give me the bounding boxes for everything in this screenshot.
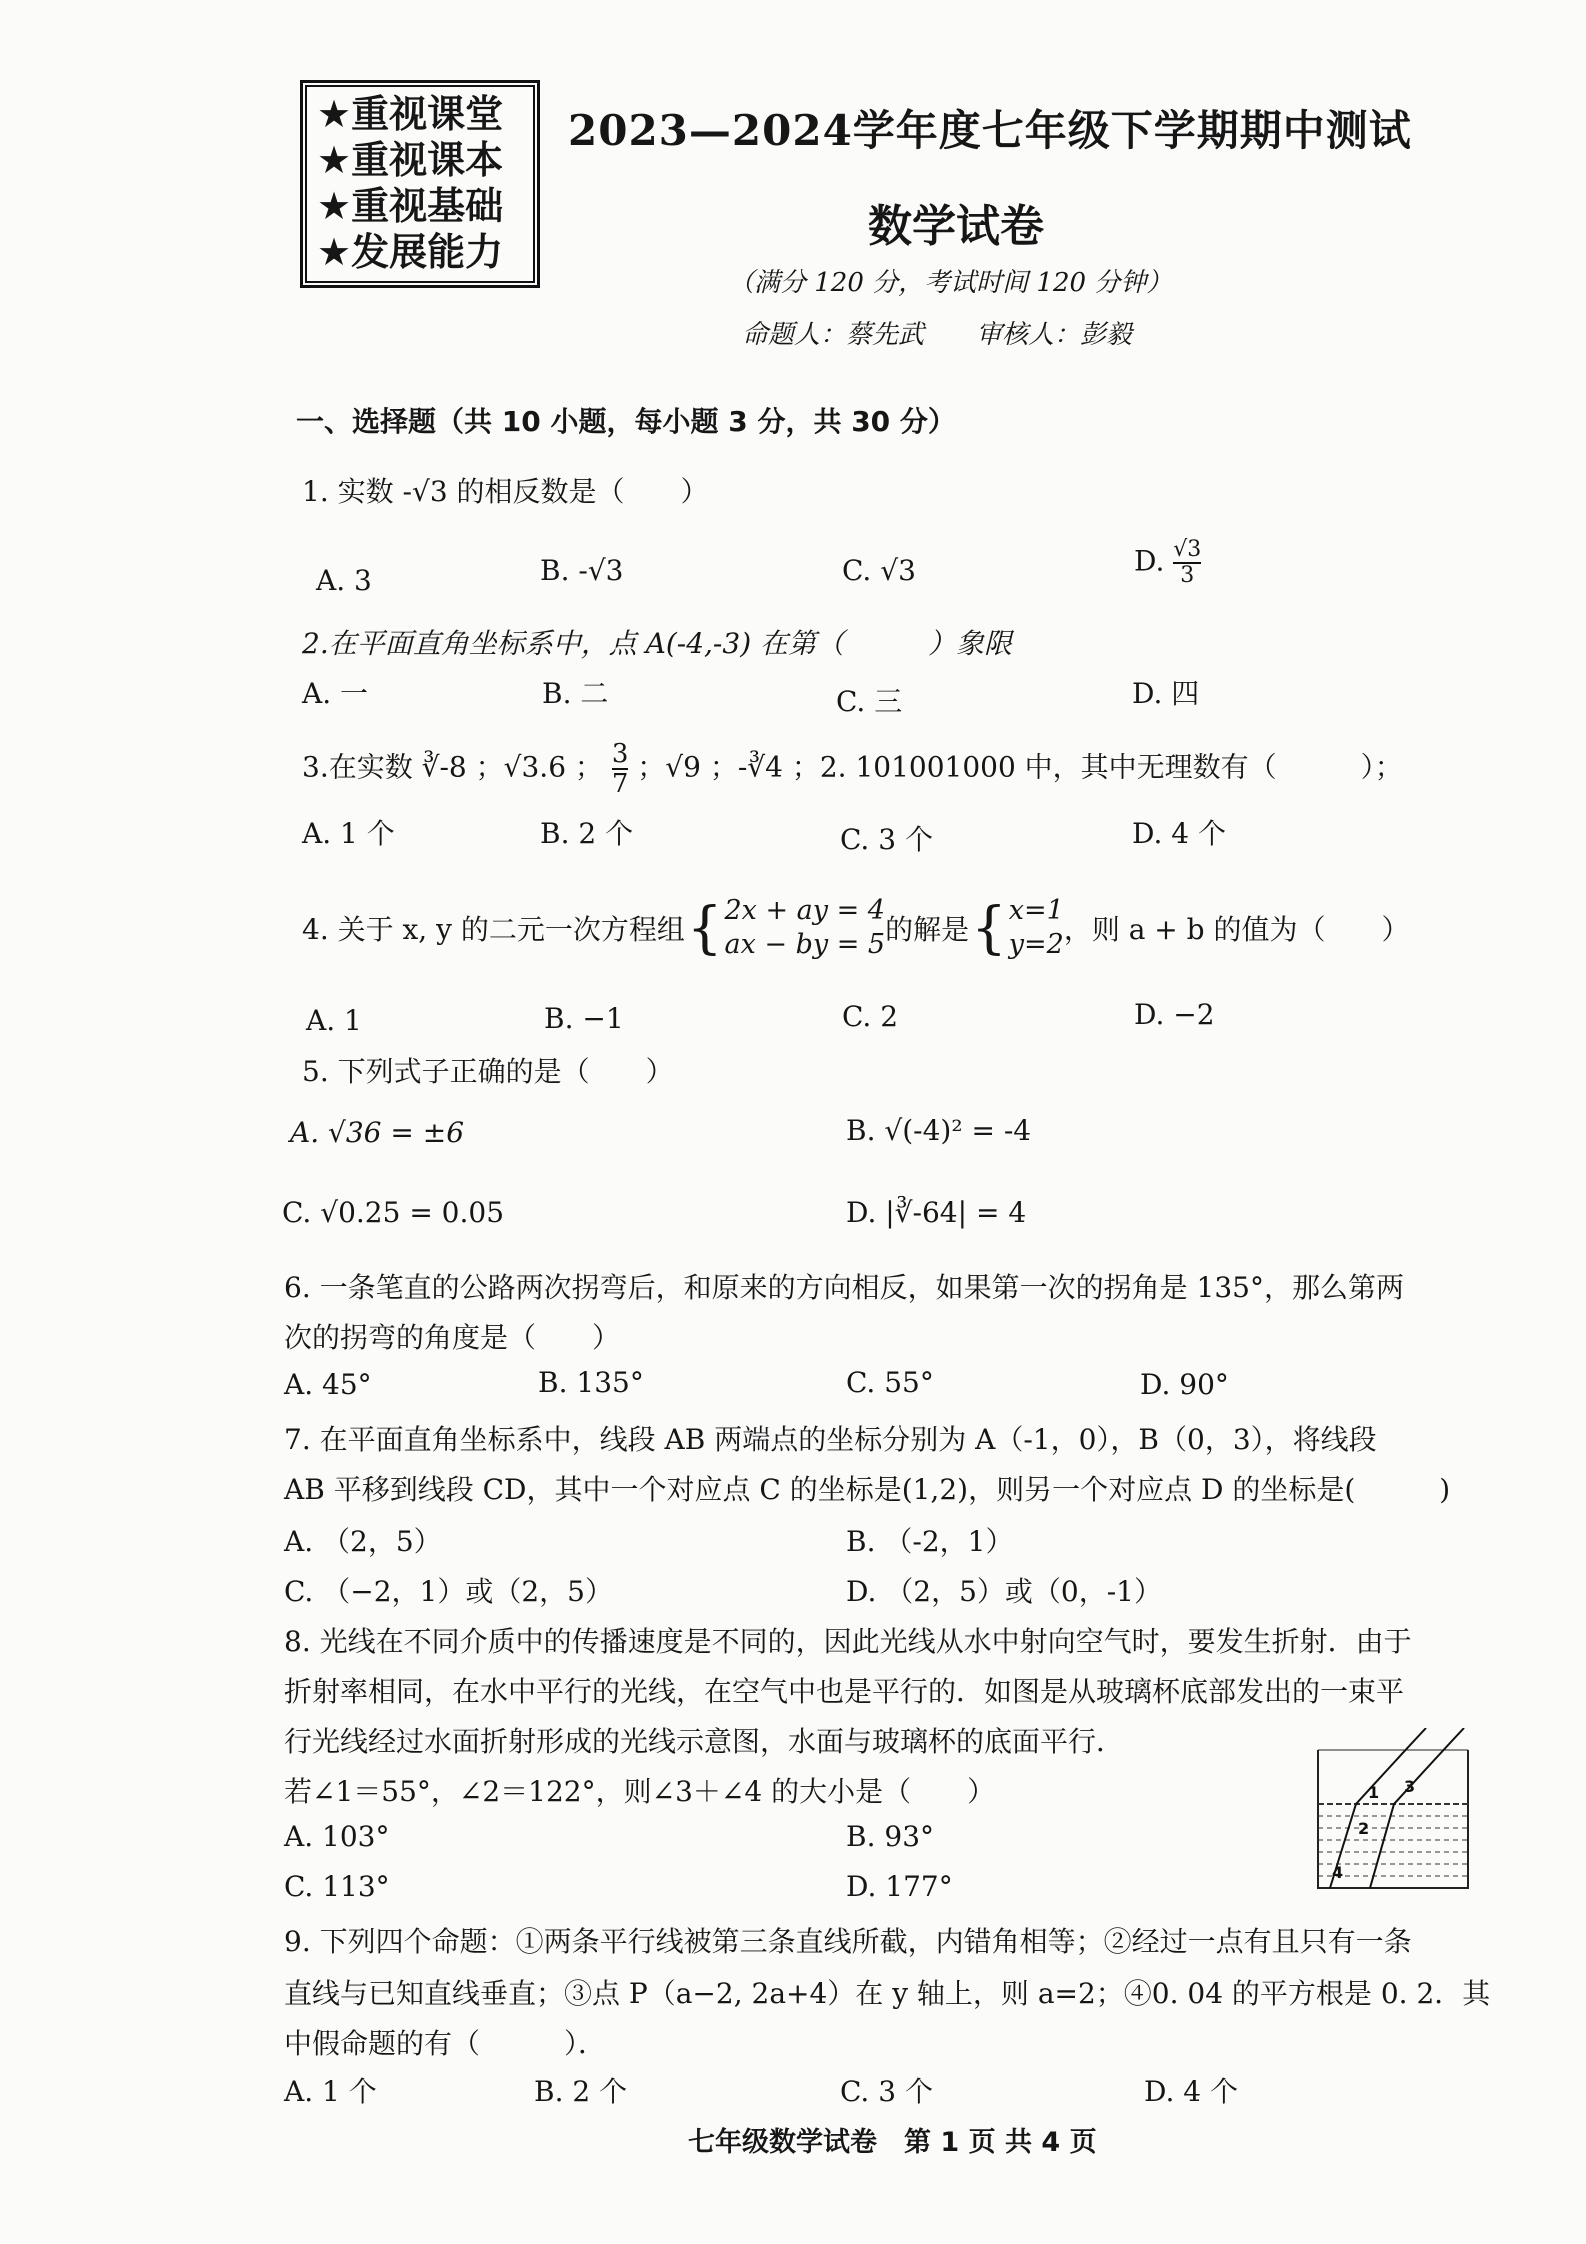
- q4-equation-2: ax − by = 5: [724, 929, 886, 960]
- question-8-line2: 折射率相同，在水中平行的光线，在空气中也是平行的．如图是从玻璃杯底部发出的一束平: [284, 1675, 1405, 1708]
- q1-option-a: A. 3: [316, 564, 372, 597]
- q5-option-d: D. |∛-64| = 4: [846, 1196, 1027, 1229]
- question-6-line2: 次的拐弯的角度是（ ）: [284, 1321, 621, 1354]
- q7-option-c: C. （−2，1）或（2，5）: [284, 1575, 613, 1608]
- exam-subtitle: 数学试卷: [868, 201, 1044, 252]
- q4-option-c: C. 2: [842, 1000, 899, 1033]
- question-3-stem: [302, 740, 1403, 798]
- angle-label-3: 3: [1404, 1777, 1416, 1796]
- q4-system: [724, 894, 885, 962]
- question-6-line1: 6. 一条笔直的公路两次拐弯后，和原来的方向相反，如果第一次的拐角是 135°，那么第两: [284, 1271, 1404, 1304]
- q4-solution-y: y=2: [1008, 929, 1064, 960]
- q7-option-a: A. （2，5）: [284, 1525, 442, 1558]
- q6-option-a: A. 45°: [284, 1368, 372, 1401]
- q4-stem-part2: 的解是: [885, 913, 970, 946]
- question-8-line1: 8. 光线在不同介质中的传播速度是不同的，因此光线从水中射向空气时，要发生折射．由于: [284, 1625, 1412, 1658]
- motto-line: ★重视课本: [317, 138, 504, 182]
- left-brace: {: [686, 895, 723, 961]
- question-1-stem: 1. 实数 -√3 的相反数是（ ）: [302, 475, 709, 508]
- exam-title: 2023—2024学年度七年级下学期期中测试: [568, 106, 1412, 155]
- question-7-line2: AB 平移到线段 CD，其中一个对应点 C 的坐标是(1,2)，则另一个对应点 D 的坐标是( ): [284, 1473, 1451, 1506]
- q2-option-b: B. 二: [542, 677, 609, 710]
- fraction-denominator: 3: [1173, 562, 1201, 588]
- q4-equation-1: 2x + ay = 4: [724, 895, 885, 926]
- q3-fraction: [612, 740, 629, 798]
- q3-option-a: A. 1 个: [302, 817, 395, 850]
- question-4-stem: [302, 888, 1410, 968]
- angle-label-2: 2: [1358, 1819, 1370, 1838]
- question-7-line1: 7. 在平面直角坐标系中，线段 AB 两端点的坐标分别为 A（-1，0），B（0，3），将线段: [284, 1423, 1377, 1456]
- q3-option-d: D. 4 个: [1132, 817, 1226, 850]
- glass-refraction-figure: [1308, 1728, 1494, 1900]
- fraction-denominator: 7: [611, 769, 629, 799]
- q4-option-d: D. −2: [1134, 998, 1215, 1031]
- question-8-line3: 行光线经过水面折射形成的光线示意图，水面与玻璃杯的底面平行．: [284, 1725, 1125, 1758]
- q4-stem-part3: ，则 a + b 的值为（ ）: [1063, 913, 1410, 946]
- fraction-numerator: 3: [611, 739, 629, 769]
- q8-option-a: A. 103°: [284, 1820, 390, 1853]
- page-footer: 七年级数学试卷 第 1 页 共 4 页: [688, 2127, 1097, 2158]
- q6-option-d: D. 90°: [1140, 1368, 1229, 1401]
- exam-info: （满分 120 分，考试时间 120 分钟）: [728, 268, 1173, 298]
- q7-option-b: B. （-2，1）: [846, 1525, 1014, 1558]
- q3-stem-part1: 3.在实数 ∛-8 ；√3.6 ；: [302, 750, 603, 784]
- fraction-numerator: √3: [1173, 537, 1202, 562]
- q3-option-b: B. 2 个: [540, 817, 634, 850]
- q8-option-b: B. 93°: [846, 1820, 935, 1853]
- q3-option-c: C. 3 个: [840, 823, 933, 856]
- question-2-stem: 2.在平面直角坐标系中，点 A(-4,-3) 在第（ ）象限: [302, 627, 1013, 660]
- q2-option-d: D. 四: [1132, 677, 1200, 710]
- left-brace: {: [971, 895, 1007, 961]
- q1-option-d-label: D.: [1134, 544, 1165, 578]
- q1-option-d-fraction: [1173, 538, 1201, 588]
- q3-stem-part2: ；√9 ；-∛4 ；2. 101001000 中，其中无理数有（ ）；: [637, 750, 1403, 784]
- motto-box: [300, 80, 540, 288]
- question-9-line3: 中假命题的有（ ）．: [284, 2027, 607, 2060]
- q8-option-c: C. 113°: [284, 1870, 390, 1903]
- q4-option-a: A. 1: [306, 1004, 362, 1037]
- q9-option-b: B. 2 个: [534, 2075, 628, 2108]
- q9-option-d: D. 4 个: [1144, 2075, 1238, 2108]
- q5-option-a: A. √36 = ±6: [290, 1116, 465, 1149]
- question-9-line1: 9. 下列四个命题：①两条平行线被第三条直线所截，内错角相等；②经过一点有且只有一条: [284, 1925, 1412, 1958]
- q6-option-c: C. 55°: [846, 1366, 934, 1399]
- q6-option-b: B. 135°: [538, 1366, 644, 1399]
- q4-solution-x: x=1: [1008, 895, 1064, 926]
- angle-label-4: 4: [1332, 1863, 1344, 1882]
- q7-option-d: D. （2，5）或（0，-1）: [846, 1575, 1162, 1608]
- q1-option-b: B. -√3: [540, 554, 624, 587]
- q8-option-d: D. 177°: [846, 1870, 953, 1903]
- q2-option-c: C. 三: [836, 685, 903, 718]
- section-heading: 一、选择题（共 10 小题，每小题 3 分，共 30 分）: [296, 405, 956, 438]
- question-5-stem: 5. 下列式子正确的是（ ）: [302, 1055, 674, 1088]
- q5-option-b: B. √(-4)² = -4: [846, 1114, 1032, 1147]
- q2-option-a: A. 一: [302, 677, 369, 710]
- q9-option-c: C. 3 个: [840, 2075, 933, 2108]
- q9-option-a: A. 1 个: [284, 2075, 377, 2108]
- motto-line: ★重视基础: [317, 184, 504, 228]
- q5-option-c: C. √0.25 = 0.05: [282, 1196, 505, 1229]
- q1-option-d: [1134, 538, 1201, 588]
- q4-solution: [1009, 894, 1064, 962]
- q4-stem-part1: 4. 关于 x, y 的二元一次方程组: [302, 913, 685, 946]
- motto-line: ★发展能力: [317, 230, 504, 274]
- q4-option-b: B. −1: [544, 1002, 624, 1035]
- exam-authors: 命题人：蔡先武 审核人：彭毅: [742, 320, 1133, 350]
- motto-line: ★重视课堂: [317, 92, 504, 136]
- question-8-line4: 若∠1＝55°，∠2＝122°，则∠3＋∠4 的大小是（ ）: [284, 1775, 996, 1808]
- question-9-line2: 直线与已知直线垂直；③点 P（a−2, 2a+4）在 y 轴上，则 a=2；④0. 04 的平方根是 0. 2．其: [284, 1977, 1491, 2010]
- q1-option-c: C. √3: [842, 554, 916, 587]
- angle-label-1: 1: [1368, 1783, 1380, 1802]
